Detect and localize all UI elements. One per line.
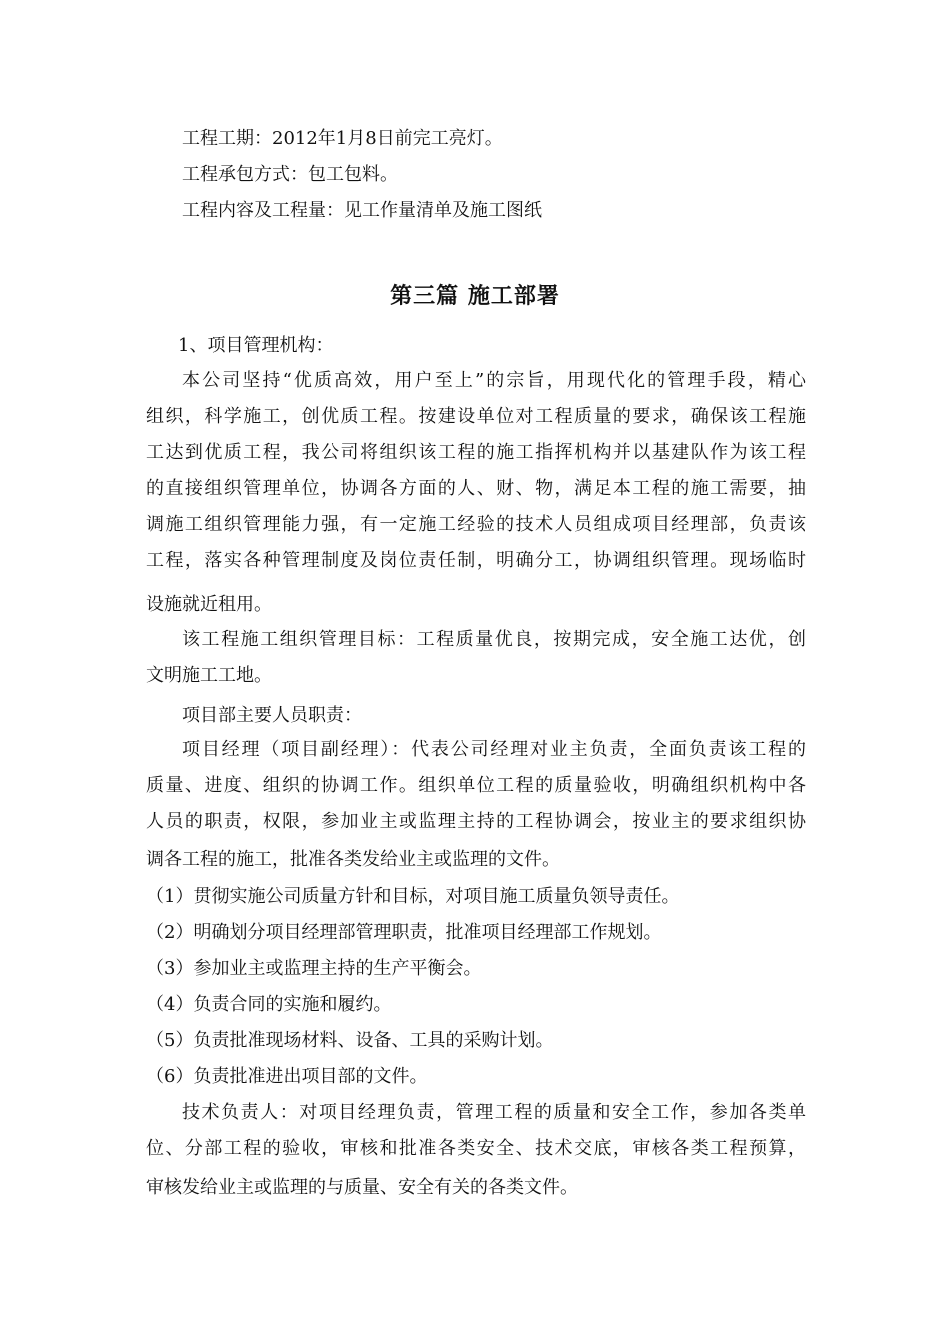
paragraph-line: 调施工组织管理能力强，有一定施工经验的技术人员组成项目经理部，负责该 <box>146 514 806 535</box>
intro-contract: 工程承包方式：包工包料。 <box>182 164 398 185</box>
duty-item: （3）参加业主或监理主持的生产平衡会。 <box>146 958 482 979</box>
duty-item: （6）负责批准进出项目部的文件。 <box>146 1066 428 1087</box>
intro-content: 工程内容及工程量：见工作量清单及施工图纸 <box>182 200 542 221</box>
paragraph-line: 该工程施工组织管理目标：工程质量优良，按期完成，安全施工达优，创 <box>182 629 806 650</box>
duty-item: （1）贯彻实施公司质量方针和目标，对项目施工质量负领导责任。 <box>146 886 680 907</box>
paragraph-line: 设施就近租用。 <box>146 594 272 615</box>
paragraph-line: 技术负责人：对项目经理负责，管理工程的质量和安全工作，参加各类单 <box>182 1102 806 1123</box>
paragraph-line: 工达到优质工程，我公司将组织该工程的施工指挥机构并以基建队作为该工程 <box>146 442 806 463</box>
paragraph-line: 组织，科学施工，创优质工程。按建设单位对工程质量的要求，确保该工程施 <box>146 406 806 427</box>
intro-period: 工程工期：2012年1月8日前完工亮灯。 <box>182 128 503 149</box>
section-heading: 1、项目管理机构： <box>178 335 334 356</box>
paragraph-line: 文明施工工地。 <box>146 665 272 686</box>
paragraph-line: 质量、进度、组织的协调工作。组织单位工程的质量验收，明确组织机构中各 <box>146 775 806 796</box>
paragraph-line: 工程，落实各种管理制度及岗位责任制，明确分工，协调组织管理。现场临时 <box>146 550 806 571</box>
duty-item: （2）明确划分项目经理部管理职责，批准项目经理部工作规划。 <box>146 922 662 943</box>
paragraph-line: 本公司坚持“优质高效，用户至上”的宗旨，用现代化的管理手段，精心 <box>182 370 806 391</box>
paragraph-line: 位、分部工程的验收，审核和批准各类安全、技术交底，审核各类工程预算， <box>146 1138 806 1159</box>
duty-item: （4）负责合同的实施和履约。 <box>146 994 392 1015</box>
paragraph-line: 人员的职责，权限，参加业主或监理主持的工程协调会，按业主的要求组织协 <box>146 811 806 832</box>
paragraph-line: 项目经理（项目副经理）：代表公司经理对业主负责，全面负责该工程的 <box>182 739 806 760</box>
paragraph-line: 的直接组织管理单位，协调各方面的人、财、物，满足本工程的施工需要，抽 <box>146 478 806 499</box>
chapter-title: 第三篇 施工部署 <box>390 284 560 309</box>
duty-item: （5）负责批准现场材料、设备、工具的采购计划。 <box>146 1030 554 1051</box>
paragraph-line: 项目部主要人员职责： <box>182 705 362 726</box>
paragraph-line: 调各工程的施工，批准各类发给业主或监理的文件。 <box>146 849 560 870</box>
paragraph-line: 审核发给业主或监理的与质量、安全有关的各类文件。 <box>146 1177 578 1198</box>
